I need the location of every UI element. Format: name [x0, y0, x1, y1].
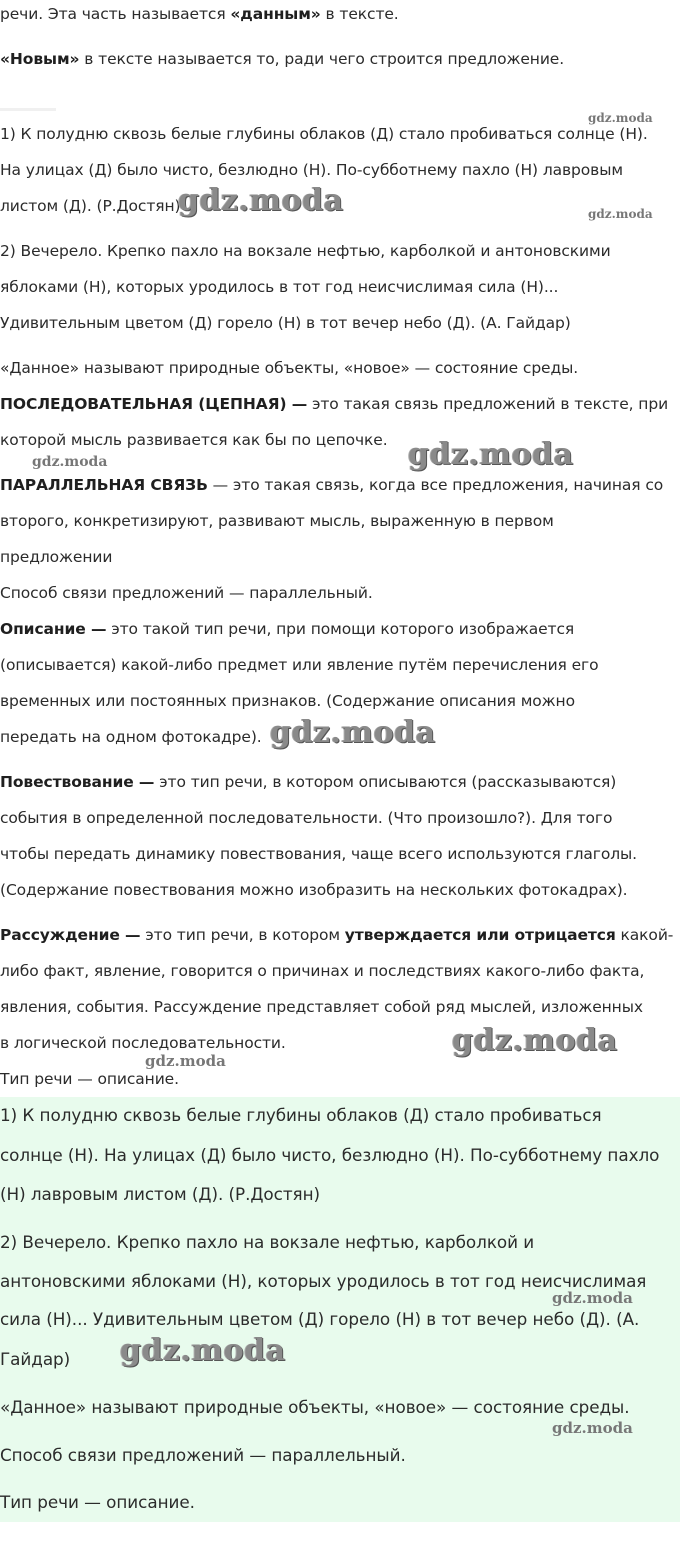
answer-text1-line: 1) К полудню сквозь белые глубины облаков (Д) стало пробиваться: [0, 1105, 602, 1125]
answer-text2-line: антоновскими яблоками (Н), которых уродилось в тот год неисчислимая: [0, 1271, 647, 1291]
term-parallel: ПАРАЛЛЕЛЬНАЯ СВЯЗЬ: [0, 476, 208, 494]
answer-speech-type: Тип речи — описание.: [0, 1492, 195, 1512]
text1-line: На улицах (Д) было чисто, безлюдно (Н). По-субботнему пахло (Н) лавровым: [0, 161, 623, 179]
text2-line: яблоками (Н), которых уродилось в тот год неисчислимая сила (Н)...: [0, 278, 559, 296]
narration-line-1: [0, 772, 616, 792]
given-new-line: «Данное» называют природные объекты, «новое» — состояние среды.: [0, 359, 579, 377]
description-line-1: [0, 619, 574, 639]
watermark-small: gdz.moda: [552, 1419, 633, 1437]
answer-text1-line: (Н) лавровым листом (Д). (Р.Достян): [0, 1184, 321, 1204]
intro-line-2: [0, 49, 564, 69]
definition-text: это тип речи, в котором: [140, 926, 345, 944]
answer-text2-line: 2) Вечерело. Крепко пахло на вокзале нефтью, карболкой и: [0, 1232, 535, 1252]
definition-text: — это такая связь, когда все предложения, начиная со: [207, 476, 664, 494]
watermark-small: gdz.moda: [552, 1289, 633, 1307]
parallel-line-3: предложении: [0, 548, 113, 566]
term-given: «данным»: [230, 5, 321, 23]
text2-line: Удивительным цветом (Д) горело (Н) в тот вечер небо (Д). (А. Гайдар): [0, 314, 571, 332]
emphasis-text: утверждается или отрицается: [344, 926, 616, 944]
watermark-small: gdz.moda: [588, 111, 653, 125]
definition-text: это такой тип речи, при помощи которого изображается: [106, 620, 575, 638]
term-new: «Новым»: [0, 50, 80, 68]
reasoning-line-1: [0, 925, 673, 945]
term-description: Описание —: [0, 620, 107, 638]
watermark-logo: gdz.moda: [452, 1023, 618, 1058]
narration-line-2: события в определенной последовательности. (Что произошло?). Для того: [0, 809, 613, 827]
speech-type-line: Тип речи — описание.: [0, 1070, 179, 1088]
reasoning-line-4: в логической последовательности.: [0, 1034, 286, 1052]
reasoning-line-3: явления, события. Рассуждение представляет собой ряд мыслей, изложенных: [0, 998, 643, 1016]
parallel-line-2: второго, конкретизируют, развивают мысль, выраженную в первом: [0, 512, 554, 530]
definition-text: это такая связь предложений в тексте, при: [307, 395, 669, 413]
watermark-small: gdz.moda: [145, 1052, 226, 1070]
term-reasoning: Рассуждение —: [0, 926, 141, 944]
answer-method: Способ связи предложений — параллельный.: [0, 1445, 406, 1465]
answer-text2-line: сила (Н)... Удивительным цветом (Д) горело (Н) в тот вечер небо (Д). (А.: [0, 1309, 640, 1329]
watermark-logo: gdz.moda: [178, 183, 344, 218]
description-line-2: (описывается) какой-либо предмет или явление путём перечисления его: [0, 656, 599, 674]
divider: [0, 108, 56, 111]
text2-line: 2) Вечерело. Крепко пахло на вокзале нефтью, карболкой и антоновскими: [0, 242, 611, 260]
answer-text2-line: Гайдар): [0, 1349, 71, 1369]
intro-text: в тексте называется то, ради чего строится предложение.: [79, 50, 565, 68]
definition-text: это тип речи, в котором описываются (рассказываются): [154, 773, 617, 791]
chain-line-1: [0, 394, 668, 414]
text1-line: листом (Д). (Р.Достян): [0, 197, 181, 215]
watermark-logo: gdz.moda: [120, 1333, 286, 1368]
intro-text: речи. Эта часть называется: [0, 5, 231, 23]
narration-line-3: чтобы передать динамику повествования, чаще всего используются глаголы.: [0, 845, 638, 863]
intro-line-1: [0, 4, 399, 24]
term-narration: Повествование —: [0, 773, 155, 791]
reasoning-line-2: либо факт, явление, говорится о причинах и последствиях какого-либо факта,: [0, 962, 645, 980]
narration-line-4: (Содержание повествования можно изобразить на нескольких фотокадрах).: [0, 881, 628, 899]
watermark-logo: gdz.moda: [408, 437, 574, 472]
chain-line-2: которой мысль развивается как бы по цепочке.: [0, 431, 388, 449]
intro-text: в тексте.: [320, 5, 399, 23]
method-line: Способ связи предложений — параллельный.: [0, 584, 373, 602]
watermark-small: gdz.moda: [32, 454, 108, 470]
term-chain: ПОСЛЕДОВАТЕЛЬНАЯ (ЦЕПНАЯ) —: [0, 395, 308, 413]
watermark-small: gdz.moda: [588, 207, 653, 221]
definition-text: какой-: [615, 926, 674, 944]
parallel-line-1: [0, 475, 663, 495]
answer-text1-line: солнце (Н). На улицах (Д) было чисто, безлюдно (Н). По-субботнему пахло: [0, 1145, 660, 1165]
answer-given-new: «Данное» называют природные объекты, «новое» — состояние среды.: [0, 1397, 630, 1417]
description-line-4: передать на одном фотокадре).: [0, 728, 262, 746]
text1-line: 1) К полудню сквозь белые глубины облаков (Д) стало пробиваться солнце (Н).: [0, 125, 648, 143]
description-line-3: временных или постоянных признаков. (Содержание описания можно: [0, 692, 575, 710]
watermark-logo: gdz.moda: [270, 715, 436, 750]
